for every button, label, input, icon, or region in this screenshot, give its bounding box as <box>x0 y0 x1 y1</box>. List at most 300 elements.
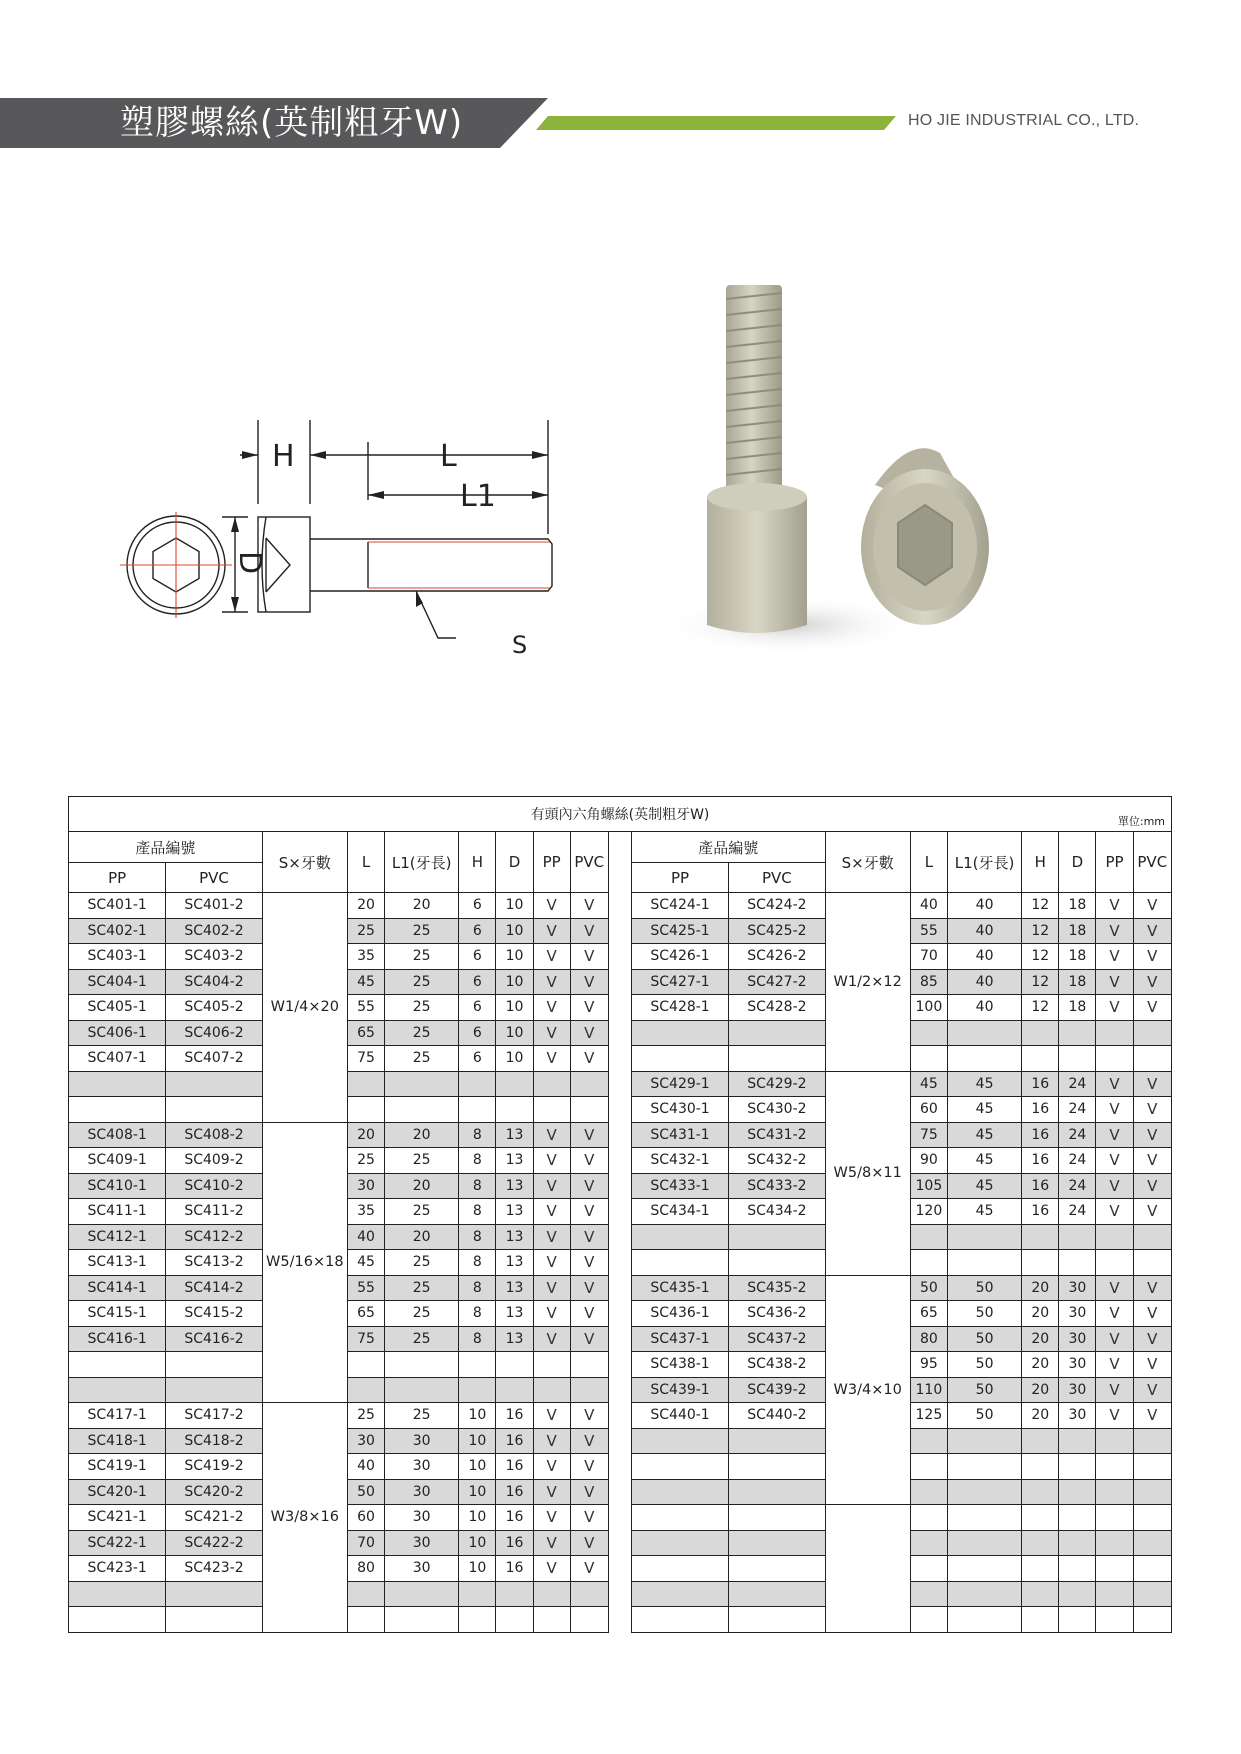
head-diameter-d-cell: 16 <box>496 1479 533 1505</box>
head-diameter-d-cell: 13 <box>496 1301 533 1327</box>
pvc-code-cell <box>729 1479 825 1505</box>
thread-length-l1-cell: 45 <box>947 1199 1021 1225</box>
pvc-available-cell <box>1133 1046 1171 1072</box>
pvc-available-cell <box>1133 1454 1171 1480</box>
pvc-code-cell <box>729 1046 825 1072</box>
check-mark: V <box>1147 896 1158 915</box>
head-height-h-cell: 6 <box>459 1020 496 1046</box>
pvc-code-cell: SC415-2 <box>166 1301 262 1327</box>
pvc-available-cell <box>1133 1352 1171 1378</box>
pp-code-cell: SC413-1 <box>69 1250 166 1276</box>
pp-code-cell: SC438-1 <box>631 1352 728 1378</box>
column-gap <box>608 1454 631 1480</box>
pp-available-cell <box>1096 1020 1133 1046</box>
pp-available-cell <box>533 1148 570 1174</box>
length-l-cell: 125 <box>910 1403 947 1429</box>
thread-length-l1-cell: 25 <box>385 918 459 944</box>
pp-code-cell: SC407-1 <box>69 1046 166 1072</box>
pvc-available-cell <box>570 1403 608 1429</box>
thread-length-l1-cell <box>385 1097 459 1123</box>
check-mark: V <box>584 1431 595 1450</box>
pp-available-cell <box>1096 944 1133 970</box>
length-l-cell <box>910 1020 947 1046</box>
length-l-cell <box>347 1377 384 1403</box>
column-gap <box>608 1199 631 1225</box>
pvc-code-cell: SC417-2 <box>166 1403 262 1429</box>
check-mark: V <box>1147 972 1158 991</box>
pp-code-cell <box>69 1071 166 1097</box>
length-l-cell: 80 <box>910 1326 947 1352</box>
length-l-cell <box>910 1556 947 1582</box>
check-mark: V <box>1147 1406 1158 1425</box>
pvc-available-cell <box>570 1352 608 1378</box>
head-diameter-d-cell: 30 <box>1059 1301 1096 1327</box>
length-l-cell: 45 <box>347 969 384 995</box>
check-mark: V <box>1147 1355 1158 1374</box>
length-l-cell <box>910 1250 947 1276</box>
check-mark: V <box>546 947 557 966</box>
pp-available-cell <box>1096 1479 1133 1505</box>
check-mark: V <box>584 1151 595 1170</box>
head-height-h-cell: 16 <box>1022 1148 1059 1174</box>
check-mark: V <box>1109 896 1120 915</box>
pvc-code-cell <box>729 1505 825 1531</box>
pvc-code-cell: SC403-2 <box>166 944 262 970</box>
pp-code-cell <box>631 1020 728 1046</box>
head-diameter-d-cell: 18 <box>1059 893 1096 919</box>
pvc-available-cell <box>1133 1326 1171 1352</box>
check-mark: V <box>1147 1100 1158 1119</box>
thread-length-l1-cell: 40 <box>947 995 1021 1021</box>
head-diameter-d-cell: 16 <box>496 1428 533 1454</box>
pvc-available-cell <box>570 1530 608 1556</box>
length-l-cell <box>347 1071 384 1097</box>
check-mark: V <box>1109 1406 1120 1425</box>
pp-available-cell <box>533 1224 570 1250</box>
pvc-code-cell: SC426-2 <box>729 944 825 970</box>
head-diameter-d-cell: 30 <box>1059 1403 1096 1429</box>
head-diameter-d-cell: 16 <box>496 1505 533 1531</box>
head-diameter-d-cell <box>496 1581 533 1607</box>
head-diameter-d-cell <box>1059 1607 1096 1633</box>
head-height-h-cell <box>1022 1224 1059 1250</box>
pp-code-cell: SC426-1 <box>631 944 728 970</box>
pp-available-cell <box>1096 1250 1133 1276</box>
pvc-code-cell: SC404-2 <box>166 969 262 995</box>
thread-length-l1-cell: 40 <box>947 918 1021 944</box>
head-height-h-cell <box>1022 1428 1059 1454</box>
pvc-code-cell: SC420-2 <box>166 1479 262 1505</box>
head-diameter-d-cell: 10 <box>496 995 533 1021</box>
pvc-code-cell: SC433-2 <box>729 1173 825 1199</box>
column-gap <box>608 1173 631 1199</box>
header-h: H <box>459 832 496 893</box>
column-gap <box>608 1301 631 1327</box>
check-mark: V <box>584 1406 595 1425</box>
thread-length-l1-cell: 45 <box>947 1148 1021 1174</box>
pp-available-cell <box>533 1581 570 1607</box>
pp-available-cell <box>1096 1173 1133 1199</box>
check-mark: V <box>546 1406 557 1425</box>
pp-code-cell: SC439-1 <box>631 1377 728 1403</box>
thread-length-l1-cell <box>947 1556 1021 1582</box>
header-pp-code: PP <box>631 863 728 893</box>
thread-length-l1-cell <box>385 1352 459 1378</box>
pp-code-cell <box>631 1224 728 1250</box>
unit-label: 單位:mm <box>1117 815 1165 828</box>
thread-length-l1-cell <box>947 1607 1021 1633</box>
check-mark: V <box>584 1253 595 1272</box>
check-mark: V <box>1109 947 1120 966</box>
check-mark: V <box>1109 1151 1120 1170</box>
check-mark: V <box>1147 1329 1158 1348</box>
pp-available-cell <box>533 918 570 944</box>
check-mark: V <box>1109 1074 1120 1093</box>
thread-size-cell: W3/4×10 <box>825 1275 910 1505</box>
length-l-cell: 65 <box>347 1301 384 1327</box>
pp-code-cell: SC435-1 <box>631 1275 728 1301</box>
pp-code-cell <box>631 1428 728 1454</box>
pvc-available-cell <box>570 969 608 995</box>
pp-code-cell: SC433-1 <box>631 1173 728 1199</box>
head-diameter-d-cell <box>1059 1530 1096 1556</box>
pp-code-cell: SC420-1 <box>69 1479 166 1505</box>
pp-available-cell <box>533 1046 570 1072</box>
header-d: D <box>1059 832 1096 893</box>
pp-available-cell <box>1096 1403 1133 1429</box>
table-title: 有頭內六角螺絲(英制粗牙W) <box>530 807 710 823</box>
thread-length-l1-cell <box>947 1224 1021 1250</box>
thread-length-l1-cell: 50 <box>947 1326 1021 1352</box>
pvc-code-cell <box>166 1377 262 1403</box>
pvc-available-cell <box>1133 1556 1171 1582</box>
head-diameter-d-cell <box>496 1071 533 1097</box>
pvc-available-cell <box>1133 893 1171 919</box>
column-gap <box>608 1148 631 1174</box>
thread-length-l1-cell: 50 <box>947 1301 1021 1327</box>
column-gap <box>608 1250 631 1276</box>
pvc-code-cell <box>729 1454 825 1480</box>
head-height-h-cell <box>1022 1556 1059 1582</box>
table-row <box>69 969 1172 995</box>
pp-available-cell <box>1096 969 1133 995</box>
pvc-available-cell <box>1133 1148 1171 1174</box>
pp-available-cell <box>1096 1071 1133 1097</box>
thread-length-l1-cell <box>947 1505 1021 1531</box>
length-l-cell <box>347 1352 384 1378</box>
column-gap <box>608 1352 631 1378</box>
head-height-h-cell <box>1022 1530 1059 1556</box>
header-product-no: 產品編號 <box>69 832 263 863</box>
pvc-code-cell: SC407-2 <box>166 1046 262 1072</box>
pvc-available-cell <box>1133 1122 1171 1148</box>
pvc-available-cell <box>570 995 608 1021</box>
pvc-code-cell <box>166 1097 262 1123</box>
pvc-available-cell <box>570 1071 608 1097</box>
head-height-h-cell <box>459 1097 496 1123</box>
header-l: L <box>347 832 384 893</box>
head-height-h-cell: 16 <box>1022 1122 1059 1148</box>
head-diameter-d-cell: 16 <box>496 1454 533 1480</box>
thread-length-l1-cell: 45 <box>947 1173 1021 1199</box>
head-diameter-d-cell: 16 <box>496 1556 533 1582</box>
check-mark: V <box>1109 1125 1120 1144</box>
check-mark: V <box>546 998 557 1017</box>
thread-length-l1-cell: 50 <box>947 1275 1021 1301</box>
pp-code-cell <box>631 1454 728 1480</box>
column-gap <box>608 1377 631 1403</box>
head-diameter-d-cell: 30 <box>1059 1352 1096 1378</box>
head-height-h-cell: 8 <box>459 1173 496 1199</box>
pvc-code-cell: SC423-2 <box>166 1556 262 1582</box>
table-row <box>69 1301 1172 1327</box>
pp-available-cell <box>533 1122 570 1148</box>
check-mark: V <box>1109 998 1120 1017</box>
column-gap <box>608 1556 631 1582</box>
head-diameter-d-cell: 24 <box>1059 1173 1096 1199</box>
pp-available-cell <box>1096 918 1133 944</box>
column-gap <box>608 1403 631 1429</box>
length-l-cell <box>347 1581 384 1607</box>
length-l-cell: 60 <box>910 1097 947 1123</box>
head-diameter-d-cell <box>496 1377 533 1403</box>
length-l-cell: 55 <box>347 995 384 1021</box>
header-product-no: 產品編號 <box>631 832 825 863</box>
head-height-h-cell <box>1022 1250 1059 1276</box>
length-l-cell: 60 <box>347 1505 384 1531</box>
pvc-code-cell: SC411-2 <box>166 1199 262 1225</box>
pp-available-cell <box>1096 1352 1133 1378</box>
pp-code-cell: SC412-1 <box>69 1224 166 1250</box>
head-diameter-d-cell: 13 <box>496 1326 533 1352</box>
pvc-code-cell: SC435-2 <box>729 1275 825 1301</box>
pvc-available-cell <box>570 1428 608 1454</box>
check-mark: V <box>546 972 557 991</box>
length-l-cell: 55 <box>347 1275 384 1301</box>
pp-code-cell: SC419-1 <box>69 1454 166 1480</box>
check-mark: V <box>1109 972 1120 991</box>
table-row <box>69 1581 1172 1607</box>
pp-available-cell <box>533 1530 570 1556</box>
pvc-available-cell <box>1133 1199 1171 1225</box>
pvc-available-cell <box>570 944 608 970</box>
check-mark: V <box>546 1125 557 1144</box>
pvc-code-cell: SC438-2 <box>729 1352 825 1378</box>
pvc-code-cell: SC406-2 <box>166 1020 262 1046</box>
thread-length-l1-cell: 45 <box>947 1122 1021 1148</box>
head-diameter-d-cell <box>1059 1020 1096 1046</box>
product-photo <box>680 285 1060 665</box>
head-diameter-d-cell: 13 <box>496 1199 533 1225</box>
head-diameter-d-cell: 13 <box>496 1122 533 1148</box>
table-row <box>69 1428 1172 1454</box>
column-gap <box>608 1505 631 1531</box>
header-pp-code: PP <box>69 863 166 893</box>
check-mark: V <box>1109 1329 1120 1348</box>
thread-length-l1-cell: 25 <box>385 1020 459 1046</box>
pp-available-cell <box>533 1097 570 1123</box>
head-diameter-d-cell: 13 <box>496 1148 533 1174</box>
check-mark: V <box>584 1482 595 1501</box>
pvc-available-cell <box>570 1326 608 1352</box>
check-mark: V <box>1147 1380 1158 1399</box>
pvc-code-cell: SC431-2 <box>729 1122 825 1148</box>
length-l-cell: 35 <box>347 944 384 970</box>
head-diameter-d-cell: 13 <box>496 1275 533 1301</box>
spec-table <box>68 796 1172 1633</box>
header-pvc-material: PVC <box>1133 832 1171 893</box>
pp-available-cell <box>533 1071 570 1097</box>
head-height-h-cell: 8 <box>459 1148 496 1174</box>
thread-length-l1-cell <box>385 1377 459 1403</box>
pp-available-cell <box>1096 1556 1133 1582</box>
check-mark: V <box>584 1227 595 1246</box>
pvc-code-cell <box>729 1607 825 1633</box>
pp-code-cell: SC402-1 <box>69 918 166 944</box>
check-mark: V <box>1147 1074 1158 1093</box>
pvc-available-cell <box>1133 1581 1171 1607</box>
length-l-cell: 45 <box>347 1250 384 1276</box>
pp-code-cell: SC429-1 <box>631 1071 728 1097</box>
pp-code-cell: SC437-1 <box>631 1326 728 1352</box>
pvc-available-cell <box>570 893 608 919</box>
head-height-h-cell: 10 <box>459 1505 496 1531</box>
pvc-code-cell <box>729 1530 825 1556</box>
pvc-available-cell <box>1133 1224 1171 1250</box>
thread-length-l1-cell: 20 <box>385 1173 459 1199</box>
pvc-code-cell: SC430-2 <box>729 1097 825 1123</box>
pp-available-cell <box>1096 995 1133 1021</box>
pp-code-cell: SC416-1 <box>69 1326 166 1352</box>
column-gap <box>608 1530 631 1556</box>
pp-available-cell <box>1096 893 1133 919</box>
pvc-available-cell <box>1133 1097 1171 1123</box>
pp-code-cell <box>631 1250 728 1276</box>
check-mark: V <box>584 1125 595 1144</box>
check-mark: V <box>546 1049 557 1068</box>
thread-length-l1-cell: 40 <box>947 944 1021 970</box>
thread-length-l1-cell: 25 <box>385 1403 459 1429</box>
check-mark: V <box>584 1278 595 1297</box>
column-gap <box>608 832 631 893</box>
check-mark: V <box>584 998 595 1017</box>
column-gap <box>608 1479 631 1505</box>
pvc-code-cell: SC418-2 <box>166 1428 262 1454</box>
length-l-cell: 50 <box>347 1479 384 1505</box>
head-diameter-d-cell: 13 <box>496 1173 533 1199</box>
pp-code-cell <box>631 1505 728 1531</box>
pvc-code-cell: SC405-2 <box>166 995 262 1021</box>
thread-length-l1-cell: 50 <box>947 1352 1021 1378</box>
pp-available-cell <box>533 1199 570 1225</box>
pp-code-cell: SC421-1 <box>69 1505 166 1531</box>
screw-technical-drawing <box>110 420 570 660</box>
head-diameter-d-cell: 10 <box>496 893 533 919</box>
length-l-cell: 70 <box>910 944 947 970</box>
check-mark: V <box>584 972 595 991</box>
header-pp-material: PP <box>1096 832 1133 893</box>
length-l-cell <box>910 1046 947 1072</box>
pvc-available-cell <box>1133 1301 1171 1327</box>
length-l-cell: 110 <box>910 1377 947 1403</box>
header-pvc-code: PVC <box>729 863 825 893</box>
check-mark: V <box>584 1329 595 1348</box>
head-height-h-cell: 10 <box>459 1556 496 1582</box>
head-height-h-cell <box>1022 1020 1059 1046</box>
thread-length-l1-cell: 25 <box>385 1046 459 1072</box>
head-height-h-cell: 20 <box>1022 1403 1059 1429</box>
thread-length-l1-cell: 25 <box>385 1148 459 1174</box>
photo-hex-socket <box>898 505 952 585</box>
pp-code-cell: SC403-1 <box>69 944 166 970</box>
pp-available-cell <box>1096 1505 1133 1531</box>
check-mark: V <box>546 1508 557 1527</box>
check-mark: V <box>546 1278 557 1297</box>
thread-size-cell: W1/4×20 <box>262 893 347 1123</box>
pp-code-cell <box>631 1607 728 1633</box>
pp-available-cell <box>533 1250 570 1276</box>
check-mark: V <box>546 1482 557 1501</box>
pp-code-cell: SC414-1 <box>69 1275 166 1301</box>
length-l-cell <box>910 1607 947 1633</box>
head-diameter-d-cell: 16 <box>496 1403 533 1429</box>
column-gap <box>608 944 631 970</box>
check-mark: V <box>546 1304 557 1323</box>
pvc-available-cell <box>570 1173 608 1199</box>
length-l-cell: 70 <box>347 1530 384 1556</box>
pvc-code-cell: SC428-2 <box>729 995 825 1021</box>
pp-available-cell <box>1096 1097 1133 1123</box>
pvc-code-cell: SC434-2 <box>729 1199 825 1225</box>
check-mark: V <box>1109 1176 1120 1195</box>
screw-shank-outline <box>310 539 552 591</box>
pvc-code-cell <box>729 1556 825 1582</box>
head-diameter-d-cell: 24 <box>1059 1122 1096 1148</box>
length-l-cell: 45 <box>910 1071 947 1097</box>
length-l-cell: 30 <box>347 1428 384 1454</box>
table-row <box>69 918 1172 944</box>
header-pvc-code: PVC <box>166 863 262 893</box>
header-d: D <box>496 832 533 893</box>
thread-length-l1-cell <box>947 1479 1021 1505</box>
pvc-available-cell <box>1133 1530 1171 1556</box>
thread-length-l1-cell: 25 <box>385 969 459 995</box>
length-l-cell: 120 <box>910 1199 947 1225</box>
length-l-cell: 95 <box>910 1352 947 1378</box>
head-diameter-d-cell: 10 <box>496 1020 533 1046</box>
table-row <box>69 1224 1172 1250</box>
head-height-h-cell: 6 <box>459 969 496 995</box>
length-l-cell <box>910 1428 947 1454</box>
check-mark: V <box>1147 1176 1158 1195</box>
check-mark: V <box>584 1559 595 1578</box>
length-l-cell: 75 <box>910 1122 947 1148</box>
pvc-available-cell <box>1133 1377 1171 1403</box>
head-height-h-cell: 10 <box>459 1479 496 1505</box>
dim-label-l: L <box>440 439 457 474</box>
accent-stripe <box>536 116 896 130</box>
pp-code-cell <box>69 1581 166 1607</box>
pp-available-cell <box>1096 1199 1133 1225</box>
length-l-cell <box>910 1505 947 1531</box>
table-row <box>69 1454 1172 1480</box>
length-l-cell: 25 <box>347 918 384 944</box>
pp-code-cell: SC434-1 <box>631 1199 728 1225</box>
check-mark: V <box>584 1023 595 1042</box>
table-row <box>69 1148 1172 1174</box>
pp-available-cell <box>1096 1607 1133 1633</box>
pvc-available-cell <box>1133 918 1171 944</box>
